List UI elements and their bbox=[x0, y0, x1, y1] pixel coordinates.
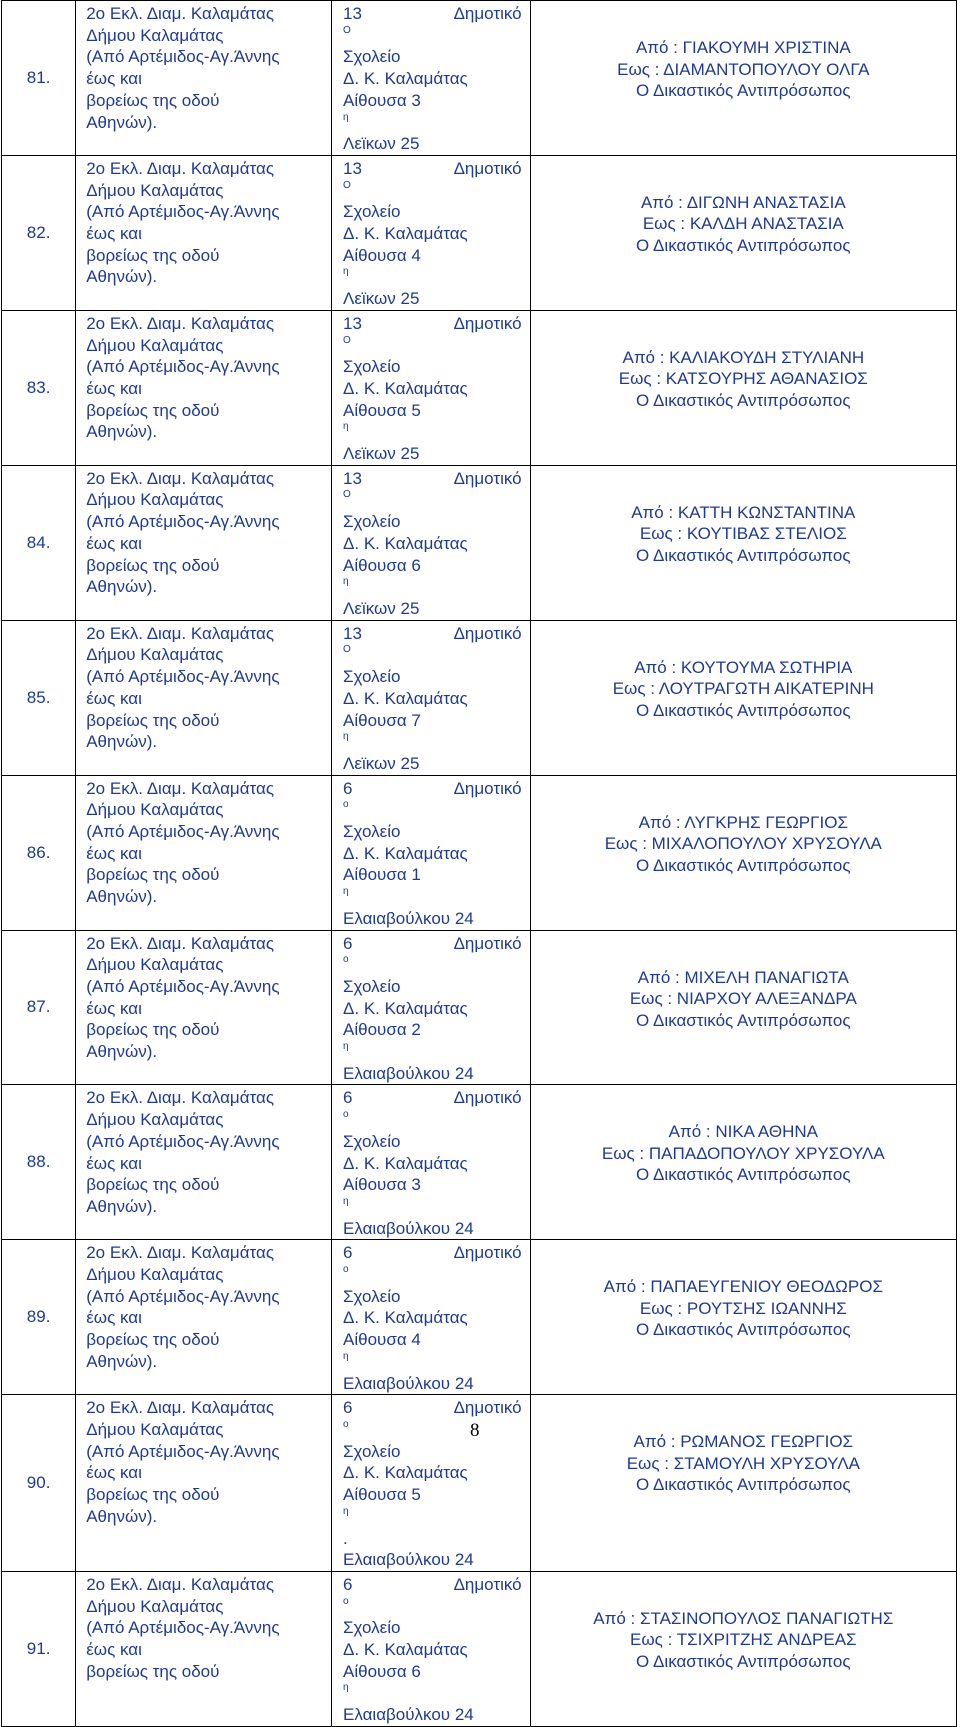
range-to: Εως : ΚΟΥΤΙΒΑΣ ΣΤΕΛΙΟΣ bbox=[639, 524, 847, 544]
judicial-representative: Ο Δικαστικός Αντιπρόσωπος bbox=[636, 1320, 851, 1340]
school-cell bbox=[332, 465, 531, 620]
row-number-cell bbox=[2, 155, 76, 310]
district-line: βορείως της οδού bbox=[86, 710, 220, 730]
row-number: 89. bbox=[26, 1307, 51, 1327]
school-ordinal: 6 $^o$ bbox=[343, 1088, 353, 1121]
school-city: Δ. Κ. Καλαμάτας bbox=[343, 843, 468, 863]
school-room: Αίθουσα 3 $^\eta$ bbox=[343, 1175, 421, 1207]
district-line: Δήμου Καλαμάτας bbox=[86, 490, 224, 510]
school-street: Ελαιαβούλκου 24 bbox=[343, 908, 474, 928]
district-line: έως και bbox=[86, 1640, 142, 1660]
judicial-representative: Ο Δικαστικός Αντιπρόσωπος bbox=[636, 81, 851, 100]
school-city: Δ. Κ. Καλαμάτας bbox=[343, 378, 468, 398]
school-cell bbox=[332, 1085, 531, 1240]
school-city: Δ. Κ. Καλαμάτας bbox=[343, 688, 468, 708]
school-city: Δ. Κ. Καλαμάτας bbox=[343, 1153, 468, 1173]
table-row bbox=[2, 775, 957, 930]
district-line: Αθηνών). bbox=[86, 1351, 158, 1371]
range-to: Εως : ΤΣΙΧΡΙΤΖΗΣ ΑΝΔΡΕΑΣ bbox=[630, 1630, 857, 1650]
polling-stations-table bbox=[1, 0, 957, 1727]
school-cell bbox=[332, 1240, 531, 1395]
voters-range-cell bbox=[530, 1240, 956, 1395]
district-line: βορείως της οδού bbox=[86, 865, 220, 885]
school-word: Σχολείο bbox=[343, 667, 401, 687]
school-city: Δ. Κ. Καλαμάτας bbox=[343, 998, 468, 1018]
range-from: Από : ΚΟΥΤΟΥΜΑ ΣΩΤΗΡΙΑ bbox=[634, 657, 853, 677]
school-word: Σχολείο bbox=[343, 1618, 401, 1638]
school-word: Σχολείο bbox=[343, 47, 401, 67]
judicial-representative: Ο Δικαστικός Αντιπρόσωπος bbox=[636, 1475, 851, 1495]
table-row bbox=[2, 465, 957, 620]
district-line: Αθηνών). bbox=[86, 422, 158, 442]
range-from: Από : ΓΙΑΚΟΥΜΗ ΧΡΙΣΤΙΝΑ bbox=[635, 38, 851, 57]
row-number-cell bbox=[2, 1, 76, 156]
school-street: Λεϊκων 25 bbox=[343, 444, 420, 464]
range-from: Από : ΜΙΧΕΛΗ ΠΑΝΑΓΙΩΤΑ bbox=[637, 967, 849, 987]
district-line: έως και bbox=[86, 688, 142, 708]
school-cell bbox=[332, 1395, 531, 1572]
district-line: Δήμου Καλαμάτας bbox=[86, 1265, 224, 1285]
school-street: Ελαιαβούλκου 24 bbox=[343, 1218, 474, 1238]
range-from: Από : ΣΤΑΣΙΝΟΠΟΥΛΟΣ ΠΑΝΑΓΙΩΤΗΣ bbox=[593, 1608, 894, 1628]
district-line: Αθηνών). bbox=[86, 887, 158, 907]
row-number-cell bbox=[2, 465, 76, 620]
table-row bbox=[2, 1240, 957, 1395]
school-ordinal: 6 $^o$ bbox=[343, 1243, 353, 1276]
school-street: Ελαιαβούλκου 24 bbox=[343, 1373, 474, 1393]
school-street: Ελαιαβούλκου 24 bbox=[343, 1063, 474, 1083]
school-city: Δ. Κ. Καλαμάτας bbox=[343, 69, 468, 89]
district-line: 2ο Εκλ. Διαμ. Καλαμάτας bbox=[86, 4, 275, 23]
range-from: Από : ΛΥΓΚΡΗΣ ΓΕΩΡΓΙΟΣ bbox=[638, 812, 848, 832]
district-line: 2ο Εκλ. Διαμ. Καλαμάτας bbox=[86, 1574, 275, 1594]
row-number-cell bbox=[2, 1571, 76, 1726]
table-row bbox=[2, 930, 957, 1085]
school-ordinal: 6 $^o$ bbox=[343, 1574, 353, 1607]
district-line: έως και bbox=[86, 69, 142, 89]
row-number: 90. bbox=[26, 1473, 51, 1493]
district-line: 2ο Εκλ. Διαμ. Καλαμάτας bbox=[86, 933, 275, 953]
voters-range-cell bbox=[530, 1395, 956, 1572]
school-ordinal: 13 $^O$ bbox=[343, 313, 362, 346]
judicial-representative: Ο Δικαστικός Αντιπρόσωπος bbox=[636, 545, 851, 565]
district-line: Αθηνών). bbox=[86, 1196, 158, 1216]
district-line: 2ο Εκλ. Διαμ. Καλαμάτας bbox=[86, 468, 275, 488]
row-number: 81. bbox=[26, 67, 51, 87]
voters-range-cell bbox=[530, 620, 956, 775]
district-cell bbox=[76, 930, 332, 1085]
district-line: 2ο Εκλ. Διαμ. Καλαμάτας bbox=[86, 158, 275, 178]
district-line: Αθηνών). bbox=[86, 1042, 158, 1062]
district-cell bbox=[76, 1085, 332, 1240]
range-to: Εως : ΝΙΑΡΧΟΥ ΑΛΕΞΑΝΔΡΑ bbox=[629, 989, 857, 1009]
district-line: Δήμου Καλαμάτας bbox=[86, 180, 224, 200]
school-word: Σχολείο bbox=[343, 1286, 401, 1306]
district-line: έως και bbox=[86, 378, 142, 398]
school-type: Δημοτικό bbox=[453, 4, 522, 23]
row-number: 83. bbox=[26, 377, 51, 397]
row-number-cell bbox=[2, 1240, 76, 1395]
school-type: Δημοτικό bbox=[453, 468, 522, 488]
school-cell bbox=[332, 775, 531, 930]
district-line: (Από Αρτέμιδος-Αγ.Άννης bbox=[86, 512, 280, 532]
range-from: Από : ΠΑΠΑΕΥΓΕΝΙΟΥ ΘΕΟΔΩΡΟΣ bbox=[603, 1277, 883, 1297]
voters-range-cell bbox=[530, 310, 956, 465]
school-cell bbox=[332, 1, 531, 156]
voters-range-cell bbox=[530, 1, 956, 156]
school-cell bbox=[332, 930, 531, 1085]
school-street: Ελαιαβούλκου 24 bbox=[343, 1705, 474, 1725]
judicial-representative: Ο Δικαστικός Αντιπρόσωπος bbox=[636, 855, 851, 875]
voters-range-cell bbox=[530, 775, 956, 930]
table-body bbox=[2, 1, 957, 1727]
table-row bbox=[2, 1571, 957, 1726]
school-type: Δημοτικό bbox=[453, 1574, 522, 1594]
row-number: 84. bbox=[26, 532, 51, 552]
district-line: (Από Αρτέμιδος-Αγ.Άννης bbox=[86, 976, 280, 996]
school-word: Σχολείο bbox=[343, 357, 401, 377]
row-number: 87. bbox=[26, 997, 51, 1017]
table-row bbox=[2, 310, 957, 465]
school-type: Δημοτικό bbox=[453, 933, 522, 953]
school-type: Δημοτικό bbox=[453, 778, 522, 798]
district-line: 2ο Εκλ. Διαμ. Καλαμάτας bbox=[86, 1398, 275, 1418]
school-room: Αίθουσα 6 $^\eta$ bbox=[343, 1661, 421, 1694]
row-number-cell bbox=[2, 1395, 76, 1572]
district-line: 2ο Εκλ. Διαμ. Καλαμάτας bbox=[86, 1088, 275, 1108]
district-cell bbox=[76, 155, 332, 310]
district-line: Δήμου Καλαμάτας bbox=[86, 800, 224, 820]
school-word: Σχολείο bbox=[343, 1131, 401, 1151]
school-ordinal: 6 $^o$ bbox=[343, 778, 353, 811]
range-from: Από : ΚΑΤΤΗ ΚΩΝΣΤΑΝΤΙΝΑ bbox=[631, 502, 856, 522]
district-line: (Από Αρτέμιδος-Αγ.Άννης bbox=[86, 202, 280, 222]
school-room: Αίθουσα 3 $^\eta$ bbox=[343, 90, 421, 123]
school-city: Δ. Κ. Καλαμάτας bbox=[343, 533, 468, 553]
school-type: Δημοτικό bbox=[453, 1088, 522, 1108]
voters-range-cell bbox=[530, 1085, 956, 1240]
row-number: 86. bbox=[26, 842, 51, 862]
school-city: Δ. Κ. Καλαμάτας bbox=[343, 224, 468, 244]
school-ordinal: 6 $^o$ bbox=[343, 933, 353, 966]
range-to: Εως : ΠΑΠΑΔΟΠΟΥΛΟΥ ΧΡΥΣΟΥΛΑ bbox=[601, 1143, 885, 1163]
district-line: (Από Αρτέμιδος-Αγ.Άννης bbox=[86, 47, 280, 67]
range-to: Εως : ΔΙΑΜΑΝΤΟΠΟΥΛΟΥ ΟΛΓΑ bbox=[617, 59, 870, 79]
range-to: Εως : ΜΙΧΑΛΟΠΟΥΛΟΥ ΧΡΥΣΟΥΛΑ bbox=[604, 834, 882, 854]
school-room: Αίθουσα 6 $^\eta$ bbox=[343, 555, 421, 588]
district-line: βορείως της οδού bbox=[86, 1175, 220, 1195]
row-number-cell bbox=[2, 1085, 76, 1240]
school-word: Σχολείο bbox=[343, 822, 401, 842]
table-row bbox=[2, 1085, 957, 1240]
district-cell bbox=[76, 1, 332, 156]
school-cell bbox=[332, 155, 531, 310]
district-line: 2ο Εκλ. Διαμ. Καλαμάτας bbox=[86, 778, 275, 798]
district-line: (Από Αρτέμιδος-Αγ.Άννης bbox=[86, 1131, 280, 1151]
district-line: 2ο Εκλ. Διαμ. Καλαμάτας bbox=[86, 313, 275, 333]
district-cell bbox=[76, 1395, 332, 1572]
judicial-representative: Ο Δικαστικός Αντιπρόσωπος bbox=[636, 700, 851, 720]
range-to: Εως : ΣΤΑΜΟΥΛΗ ΧΡΥΣΟΥΛΑ bbox=[626, 1453, 860, 1473]
row-number: 85. bbox=[26, 687, 51, 707]
district-line: Αθηνών). bbox=[86, 112, 158, 132]
school-cell bbox=[332, 1571, 531, 1726]
district-line: Δήμου Καλαμάτας bbox=[86, 335, 224, 355]
range-from: Από : ΚΑΛΙΑΚΟΥΔΗ ΣΤΥΛΙΑΝΗ bbox=[622, 347, 865, 367]
table-row bbox=[2, 620, 957, 775]
row-number-cell bbox=[2, 310, 76, 465]
district-line: βορείως της οδού bbox=[86, 245, 220, 265]
row-number-cell bbox=[2, 620, 76, 775]
district-line: Δήμου Καλαμάτας bbox=[86, 1596, 224, 1616]
voters-range-cell bbox=[530, 930, 956, 1085]
school-room: Αίθουσα 2 $^\eta$ bbox=[343, 1020, 421, 1053]
school-ordinal: 13 $^O$ bbox=[343, 468, 362, 501]
district-line: βορείως της οδού bbox=[86, 555, 220, 575]
school-room: Αίθουσα 1 $^\eta$ bbox=[343, 865, 421, 898]
row-number: 88. bbox=[26, 1152, 51, 1172]
range-to: Εως : ΚΑΤΣΟΥΡΗΣ ΑΘΑΝΑΣΙΟΣ bbox=[618, 369, 868, 389]
district-line: έως και bbox=[86, 1308, 142, 1328]
judicial-representative: Ο Δικαστικός Αντιπρόσωπος bbox=[636, 1165, 851, 1185]
voters-range-cell bbox=[530, 1571, 956, 1726]
district-line: (Από Αρτέμιδος-Αγ.Άννης bbox=[86, 1618, 280, 1638]
range-to: Εως : ΡΟΥΤΣΗΣ ΙΩΑΝΝΗΣ bbox=[639, 1298, 847, 1318]
district-line: Δήμου Καλαμάτας bbox=[86, 1110, 224, 1130]
school-type: Δημοτικό bbox=[453, 313, 522, 333]
school-ordinal: 13 $^O$ bbox=[343, 158, 362, 191]
school-cell bbox=[332, 620, 531, 775]
school-type: Δημοτικό bbox=[453, 623, 522, 643]
district-line: έως και bbox=[86, 224, 142, 244]
district-line: (Από Αρτέμιδος-Αγ.Άννης bbox=[86, 1441, 280, 1461]
school-street: Λεϊκων 25 bbox=[343, 598, 420, 618]
district-line: έως και bbox=[86, 843, 142, 863]
school-word: Σχολείο bbox=[343, 976, 401, 996]
school-type: Δημοτικό bbox=[453, 158, 522, 178]
voters-range-cell bbox=[530, 465, 956, 620]
district-cell bbox=[76, 620, 332, 775]
district-cell bbox=[76, 1571, 332, 1726]
district-line: Δήμου Καλαμάτας bbox=[86, 25, 224, 45]
school-street: Ελαιαβούλκου 24 bbox=[343, 1550, 474, 1570]
row-number-cell bbox=[2, 930, 76, 1085]
school-room: Αίθουσα 4 $^\eta$ bbox=[343, 1330, 421, 1362]
district-line: Δήμου Καλαμάτας bbox=[86, 955, 224, 975]
school-ordinal: 6 $^o$ bbox=[343, 1398, 353, 1430]
district-line: έως και bbox=[86, 1463, 142, 1483]
district-line: Αθηνών). bbox=[86, 577, 158, 597]
school-cell bbox=[332, 310, 531, 465]
judicial-representative: Ο Δικαστικός Αντιπρόσωπος bbox=[636, 390, 851, 410]
school-type: Δημοτικό bbox=[453, 1398, 522, 1418]
school-street: Λεϊκων 25 bbox=[343, 289, 420, 309]
school-word: Σχολείο bbox=[343, 202, 401, 222]
range-from: Από : ΡΩΜΑΝΟΣ ΓΕΩΡΓΙΟΣ bbox=[633, 1432, 854, 1452]
school-word: Σχολείο bbox=[343, 512, 401, 532]
school-type: Δημοτικό bbox=[453, 1243, 522, 1263]
district-line: Δήμου Καλαμάτας bbox=[86, 645, 224, 665]
school-ordinal: 13 $^O$ bbox=[343, 623, 362, 656]
district-line: Αθηνών). bbox=[86, 267, 158, 287]
district-line: βορείως της οδού bbox=[86, 90, 220, 110]
judicial-representative: Ο Δικαστικός Αντιπρόσωπος bbox=[636, 1010, 851, 1030]
school-room: Αίθουσα 5 $^\eta$ . bbox=[343, 1485, 421, 1548]
district-line: βορείως της οδού bbox=[86, 400, 220, 420]
district-cell bbox=[76, 465, 332, 620]
district-line: βορείως της οδού bbox=[86, 1485, 220, 1505]
school-city: Δ. Κ. Καλαμάτας bbox=[343, 1463, 468, 1483]
district-line: (Από Αρτέμιδος-Αγ.Άννης bbox=[86, 822, 280, 842]
row-number: 91. bbox=[26, 1638, 51, 1658]
range-to: Εως : ΛΟΥΤΡΑΓΩΤΗ ΑΙΚΑΤΕΡΙΝΗ bbox=[612, 679, 874, 699]
district-line: έως και bbox=[86, 1153, 142, 1173]
district-line: βορείως της οδού bbox=[86, 1330, 220, 1350]
district-line: 2ο Εκλ. Διαμ. Καλαμάτας bbox=[86, 1243, 275, 1263]
district-cell bbox=[76, 1240, 332, 1395]
range-from: Από : ΔΙΓΩΝΗ ΑΝΑΣΤΑΣΙΑ bbox=[640, 192, 846, 212]
school-ordinal: 13 $^O$ bbox=[343, 4, 362, 36]
row-number: 82. bbox=[26, 222, 51, 242]
district-line: βορείως της οδού bbox=[86, 1020, 220, 1040]
school-room: Αίθουσα 5 $^\eta$ bbox=[343, 400, 421, 433]
school-city: Δ. Κ. Καλαμάτας bbox=[343, 1308, 468, 1328]
district-cell bbox=[76, 310, 332, 465]
district-line: 2ο Εκλ. Διαμ. Καλαμάτας bbox=[86, 623, 275, 643]
district-line: έως και bbox=[86, 533, 142, 553]
district-line: Αθηνών). bbox=[86, 1506, 158, 1526]
table-row bbox=[2, 155, 957, 310]
district-line: έως και bbox=[86, 998, 142, 1018]
school-street: Λεϊκων 25 bbox=[343, 753, 420, 773]
school-street: Λεϊκων 25 bbox=[343, 134, 420, 154]
district-line: βορείως της οδού bbox=[86, 1661, 220, 1681]
school-room: Αίθουσα 4 $^\eta$ bbox=[343, 245, 421, 278]
district-line: Αθηνών). bbox=[86, 732, 158, 752]
table-row bbox=[2, 1, 957, 156]
district-line: (Από Αρτέμιδος-Αγ.Άννης bbox=[86, 667, 280, 687]
district-cell bbox=[76, 775, 332, 930]
row-number-cell bbox=[2, 775, 76, 930]
school-room: Αίθουσα 7 $^\eta$ bbox=[343, 710, 421, 743]
judicial-representative: Ο Δικαστικός Αντιπρόσωπος bbox=[636, 1651, 851, 1671]
district-line: (Από Αρτέμιδος-Αγ.Άννης bbox=[86, 1286, 280, 1306]
district-line: (Από Αρτέμιδος-Αγ.Άννης bbox=[86, 357, 280, 377]
school-word: Σχολείο bbox=[343, 1441, 401, 1461]
range-from: Από : ΝΙΚΑ ΑΘΗΝΑ bbox=[668, 1122, 818, 1142]
range-to: Εως : ΚΑΛΔΗ ΑΝΑΣΤΑΣΙΑ bbox=[642, 214, 844, 234]
page-number: 8 bbox=[470, 1420, 480, 1441]
district-line: Δήμου Καλαμάτας bbox=[86, 1420, 224, 1439]
voters-range-cell bbox=[530, 155, 956, 310]
judicial-representative: Ο Δικαστικός Αντιπρόσωπος bbox=[636, 235, 851, 255]
school-city: Δ. Κ. Καλαμάτας bbox=[343, 1640, 468, 1660]
